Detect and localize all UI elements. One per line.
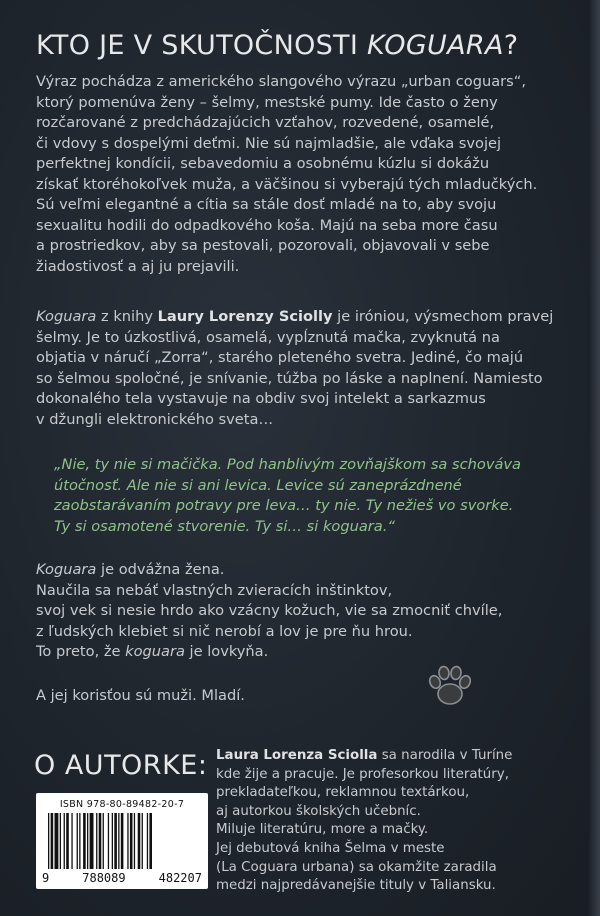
about-author-text: Laura Lorenza Sciolla sa narodila v Turíne kde žije a pracuje. Je profesorkou literatúry, prekladateľkou, reklamnou textárkou, aj autorkou školských učebníc. Miluje literatúru, more a mačky. Jej debutová kniha Šelma v meste (La Coguara urbana) sa okamžite zaradila medzi najpredávanejšie tituly v Taliansku.	[216, 747, 576, 896]
text-line: Výraz pochádza z amerického slangového výrazu „urban coguars“,	[36, 73, 526, 90]
intro-paragraph	[36, 72, 564, 277]
text-line: „Nie, ty nie si mačička. Pod hanblivým zovňajškom sa schováva	[54, 456, 521, 473]
text-line: a prostriedkov, aby sa pestovali, pozorovali, objavovali v sebe	[36, 237, 490, 254]
text-line: zaobstarávaním potravy pre leva… ty nie. Ty nežieš vo svorke.	[54, 497, 514, 514]
koguara-paragraph: Koguara je odvážna žena. Naučila sa nebáť vlastných zvieracích inštinktov, svoj vek si nesie hrdo ako vzácny kožuch, vie sa zmocniť chvíle, z ľudských klebiet si nič nerobí a lov je pre ňu hrou. To preto, že koguara je lovkyňa.	[36, 561, 503, 660]
text-line: Sú veľmi elegantné a cítia sa stále dosť mladé na to, aby svoju	[36, 196, 497, 213]
text-line: perfektnej kondícii, sebavedomiu a osobnému kúzlu si dokážu	[36, 155, 490, 172]
text-line: ktorý pomenúva ženy – šelmy, mestské pumy. Ide často o ženy	[36, 93, 498, 111]
about-author-heading: O AUTORKE:	[34, 750, 208, 781]
text-line: Ty si osamotené stvorenie. Ty si… si koguara.“	[54, 517, 395, 535]
text-line: so šelmou spoločné, je snívanie, túžba po láske a naplnení. Namiesto	[36, 369, 543, 387]
ean-digits: 9 788089 482207	[42, 871, 202, 885]
page-title: KTO JE V SKUTOČNOSTI KOGUARA?	[36, 30, 519, 61]
barcode-bars	[46, 813, 198, 873]
text-line: aj autorkou školských učebníc.	[216, 803, 421, 819]
text-line: (La Coguara urbana) sa okamžite zaradila	[216, 859, 497, 875]
text-line: Jej debutová kniha Šelma v meste	[216, 840, 445, 856]
text-line: medzi najpredávanejšie tituly v Taliansku.	[216, 878, 496, 894]
text-line: v džungli elektronického sveta…	[36, 410, 274, 428]
text-line: objatia v náručí „Zorra“, starého pleteného svetra. Jediné, čo majú	[36, 349, 524, 366]
closing-line: A jej korisťou sú muži. Mladí.	[36, 687, 245, 704]
text-line: žiadostivosť a aj ju prejavili.	[36, 257, 240, 275]
isbn-number: ISBN 978-80-89482-20-7	[59, 799, 185, 810]
text-line: získať ktoréhokoľvek muža, a väčšinou si vyberajú tých mladučkých.	[36, 175, 538, 193]
text-line: či vdovy s dospelými deťmi. Nie sú najmladšie, ale vďaka svojej	[36, 134, 502, 152]
text-line: dokonalého tela vystavuje na obdiv svoj intelekt a sarkazmus	[36, 390, 486, 407]
text-line: útočnosť. Ale nie si ani levica. Levice sú zaneprázdnené	[54, 476, 462, 494]
text-line: šelmy. Je to úzkostlivá, osamelá, vypĺznutá mačka, zvyknutá na	[36, 328, 500, 346]
text-line: rozčarované z predchádzajúcich vzťahov, rozvedené, osamelé,	[36, 114, 495, 131]
paw-print-icon	[424, 660, 476, 712]
second-paragraph: Koguara z knihy Laury Lorenzy Sciolly je iróniou, výsmechom pravej šelmy. Je to úzkostlivá, osamelá, vypĺznutá mačka, zvyknutá na objatia v náručí „Zorra“, starého pleteného svetra. Jediné, čo majú so šelmou spoločné, je snívanie, túžba po láske a naplnení. Namiesto dokonalého tela vystavuje na obdiv svoj intelekt a sarkazmus v džungli elektronického sveta…	[36, 307, 564, 430]
spine-edge	[588, 0, 600, 916]
text-line: prekladateľkou, reklamnou textárkou,	[216, 785, 470, 801]
text-line: kde žije a pracuje. Je profesorkou literatúry,	[216, 766, 509, 782]
isbn-barcode	[36, 793, 208, 889]
quote-block	[54, 455, 554, 537]
text-line: Miluje literatúru, more a mačky.	[216, 822, 429, 838]
text-line: sexualitu hodili do odpadkového koša. Majú na seba more času	[36, 216, 498, 234]
